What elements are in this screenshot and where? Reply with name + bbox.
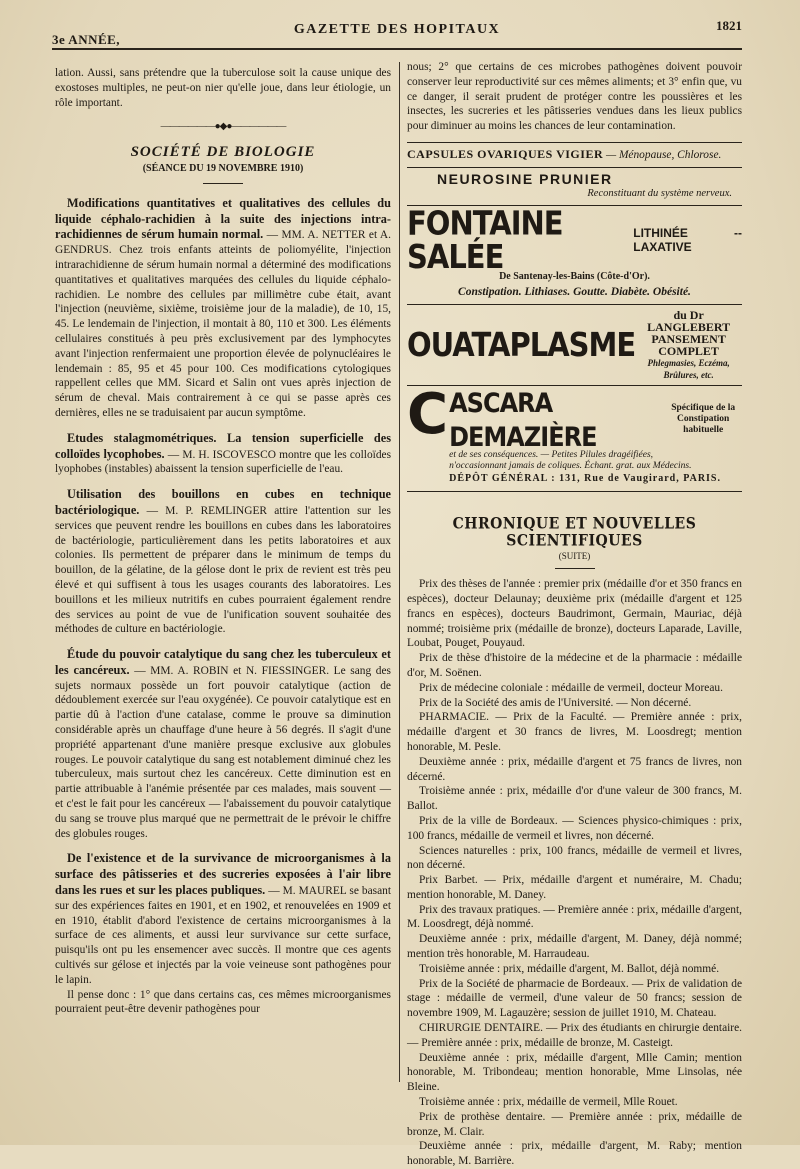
- article-body: — MM. A. NETTER et A. GENDRUS. Chez trois enfants atteints de poliomyélite, l'injection intrarachidienne de sérum humain normal a déterminé des modifications quantitatives et qualitatives marquées des cellules du liquide céphalo-rachidien. Le nombre des cellules par millimètre cube était, avant l'injection (neuvième, sixième, troisième jour de la maladie), de 10, 15, 45. Le lendemain de l'injection, il montait à 80, 110 et 300. Les éléments cellulaires constitués à peu près exclusivement par des lymphocytes avant l'injection renfermaient une proportion élevée de polynucléaires le lendemain : 85, 95 et 45 pour 100. Ces modifications cytologiques rappellent celles que MM. Sicard et Salin ont vues après injection de sérum de cheval. Mais contrairement à ce qui se passe après ces dernières, elles ne se traduisaient par aucun symptôme.: [55, 229, 391, 419]
- chronicle-paragraph: Sciences naturelles : prix, 100 francs, médaille de vermeil et livres, non décerné.: [407, 844, 742, 872]
- article-heading: Étude du pouvoir catalytique du sang chez les tuberculeux et les cancéreux.: [55, 647, 391, 677]
- chronicle-paragraph: Deuxième année : prix, médaille d'argent, Mlle Camin; mention honorable, M. Tribondeau; mention honorable, Mme Linsolas, née Bleine.: [407, 1051, 742, 1094]
- ad-ouataplasme-name: OUATAPLASME: [407, 325, 636, 365]
- section-subtitle: (SÉANCE DU 19 NOVEMBRE 1910): [142, 162, 304, 174]
- chronicle-paragraph: Troisième année : prix, médaille d'or d'une valeur de 300 francs, M. Ballot.: [407, 785, 742, 813]
- chronicle-paragraph: Prix de prothèse dentaire. — Première année : prix, médaille de bronze, M. Clair.: [407, 1110, 742, 1138]
- article-heading: Modifications quantitatives et qualitatives des cellules du liquide céphalo-rachidien à la suite des injections intra-rachidiennes de sérum humain normal.: [55, 195, 391, 242]
- ad-cascara: [407, 381, 742, 487]
- article: [55, 196, 391, 421]
- ad-ouataplasme-line2: PANSEMENT COMPLET: [651, 331, 726, 358]
- article-body: — M. P. REMLINGER attire l'attention sur les services que peuvent rendre les bouillons en cubes dans les laboratoires de bactériologie, particulièrement dans les petits laboratoires et aux colonies. Ils permettent de préparer dans le minimum de temps du bouillon, de la gélatine, de la gélose dont le prix de revient est très peu élevé et qui suffisent à tous les usages courants des laboratoires. Les bouillons et les milieux nutritifs en cubes pourraient également rendre des services au point de vue de l'unification souvent souhaitée des méthodes de culture en bactériologie.: [55, 504, 391, 636]
- section-title: SOCIÉTÉ DE BIOLOGIE: [130, 144, 316, 161]
- ad-cascara-body: [449, 387, 742, 487]
- ad-cascara-initial: C: [407, 381, 449, 447]
- article: [55, 647, 391, 841]
- ad-capsules: [407, 147, 742, 163]
- ad-ouataplasme: [407, 309, 742, 381]
- left-intro: lation. Aussi, sans prétendre que la tuberculose soit la cause unique des exostoses multiples, ne peut-on nier qu'elle joue, dans leur étiologie, un rôle important.: [55, 67, 391, 109]
- chronicle-paragraph: CHIRURGIE DENTAIRE. — Prix des étudiants en chirurgie dentaire. — Première année : prix, médaille de bronze, M. Casteigt.: [407, 1022, 742, 1049]
- chronicle-paragraph: Prix de la Société des amis de l'Université. — Non décerné.: [419, 696, 692, 709]
- chronicle-paragraph: Troisième année : prix, médaille de vermeil, Mlle Rouet.: [419, 1096, 678, 1109]
- short-rule: [555, 568, 595, 569]
- ad-capsules-tagline: — Ménopause, Chlorose.: [605, 148, 722, 161]
- page-header: [52, 18, 742, 48]
- chronicle-subtitle: (SUITE): [558, 551, 591, 562]
- chronicle-paragraph: Prix de médecine coloniale : médaille de vermeil, docteur Moreau.: [419, 681, 723, 694]
- right-column: [407, 60, 742, 1169]
- ad-cascara-side1: Spécifique de la: [671, 403, 736, 414]
- ad-rule: [407, 304, 742, 305]
- chronicle-paragraph: Prix de la Société de pharmacie de Bordeaux. — Prix de validation de stage : médaille de vermeil, d'une valeur de 50 francs; session de novembre 1909, M. Lagauzère; session de juillet 1910, M. Chateau.: [407, 977, 742, 1020]
- ad-ouataplasme-doctor: du Dr LANGLEBERT: [647, 307, 731, 334]
- header-rule: [52, 48, 742, 50]
- article: [55, 487, 391, 637]
- ad-cascara-name: ASCARA DEMAZIÈRE: [449, 387, 597, 453]
- chronicle-paragraph: Prix de la ville de Bordeaux. — Sciences physico-chimiques : prix, 100 francs, médaille de vermeil et livres, non décerné.: [407, 814, 742, 842]
- chronicle-paragraph: Deuxième année : prix, médaille d'argent, M. Daney, déjà nommé; mention très honorable, M. Harraudeau.: [407, 933, 742, 961]
- ad-cascara-line2: n'occasionnant jamais de coliques. Échant. grat. aux Médecins.: [449, 460, 692, 471]
- ad-ouataplasme-line3: Phlegmasies, Eczéma, Brûlures, etc.: [647, 357, 730, 380]
- article-heading: De l'existence et de la survivance de microorganismes à la surface des pâtisseries et des sucreries exposées à l'air libre dans les rues et sur les places publiques.: [55, 851, 391, 898]
- ad-rule: [407, 167, 742, 168]
- chronicle-paragraph: Prix des travaux pratiques. — Première année : prix, médaille d'argent, M. Loosdregt, déjà nommé.: [407, 903, 742, 931]
- article-body: — MM. A. ROBIN et N. FIESSINGER. Le sang des sujets normaux possède un fort pouvoir catalytique (action de dédoublement exercée sur l'eau oxygénée). Ce pouvoir catalytique est en partie dû à l'action d'une catalase, comme le prouve sa diminution considérable après un chauffage d'une heure à 56 degrés. Il s'agit d'une propriété appartenant d'une manière presque exclusive aux globules rouges. Le pouvoir catalytique du sang est notablement diminué chez les tuberculeux, mais surtout chez les cancéreux. Cette diminution est en partie attribuable à l'anémie présentée par ces malades, mais souvent — et c'est le fait pour les cancéreux — l'abaissement du pouvoir catalytique du sang se trouve plus marqué que ne permettrait de le prévoir le chiffre des globules rouges.: [55, 664, 391, 840]
- short-rule: [203, 183, 243, 184]
- ad-fontaine-side: LITHINÉE -- LAXATIVE: [633, 225, 742, 255]
- right-intro: nous; 2° que certains de ces microbes pathogènes doivent pouvoir conserver leur reproductivité sur ces mêmes aliments; et 3° enfin que, vu ce danger, il serait prudent de protéger contre les poussières et les insectes, les sucreries et les pâtisseries vendues dans les lieux publics pour diminuer au moins les chances de leur contamination.: [407, 61, 742, 133]
- column-separator: [399, 62, 400, 1082]
- ad-cascara-spec: [664, 403, 742, 436]
- chronicle-body: [407, 577, 742, 1169]
- ad-cascara-line1: et de ses conséquences. — Petites Pilules dragéifiées,: [449, 449, 654, 460]
- ad-capsules-name: CAPSULES OVARIQUES VIGIER: [407, 146, 604, 161]
- article: [55, 851, 391, 987]
- ad-rule: [407, 142, 742, 143]
- ad-fontaine-uses: Constipation. Lithiases. Goutte. Diabète. Obésité.: [458, 286, 691, 299]
- header-volume: 3e ANNÉE,: [52, 32, 121, 47]
- article-body: — M. H. ISCOVESCO montre que les colloïdes lyophobes (instables) abaissent la tension superficielle de l'eau.: [55, 448, 392, 476]
- ad-fontaine-name: FONTAINE SALÉE: [407, 204, 563, 277]
- ad-cascara-address: DÉPÔT GÉNÉRAL : 131, Rue de Vaugirard, PARIS.: [449, 472, 721, 484]
- ad-fontaine-place: De Santenay-les-Bains (Côte-d'Or).: [499, 271, 650, 283]
- left-closing: Il pense donc : 1° que dans certains cas, ces mêmes microorganismes pourraient peut-être devenir pathogènes pour: [55, 988, 391, 1016]
- ornament-divider: ——————●◆●——————: [160, 121, 286, 133]
- chronicle-paragraph: Troisième année : prix, médaille d'argent, M. Ballot, déjà nommé.: [419, 962, 720, 975]
- ad-cascara-top: [449, 387, 742, 453]
- ad-ouataplasme-details: [635, 309, 742, 381]
- ad-rule: [407, 491, 742, 492]
- article-heading: Etudes stalagmométriques. La tension superficielle des colloïdes lycophobes.: [55, 430, 391, 461]
- chronicle-paragraph: Deuxième année : prix, médaille d'argent et 75 francs de livres, non décerné.: [407, 755, 742, 783]
- article: [55, 431, 391, 477]
- chronicle-paragraph: PHARMACIE. — Prix de la Faculté. — Première année : prix, médaille d'argent et 30 francs de livres, M. Loosdregt; mention honorable, M. Pesle.: [407, 711, 742, 753]
- ad-cascara-side2: Constipation habituelle: [677, 414, 730, 436]
- chronicle-paragraph: Prix Barbet. — Prix, médaille d'argent et numéraire, M. Chadu; mention honorable, M. Daney.: [407, 874, 742, 901]
- ad-neurosine-tagline: Reconstituant du système nerveux.: [587, 187, 732, 199]
- header-page-number: 1821: [716, 18, 742, 33]
- ad-neurosine-name: NEUROSINE PRUNIER: [437, 170, 613, 187]
- article-body: — M. MAUREL se basant sur des expériences faites en 1901, et en 1902, et renouvelées en 1909 et en 1910, établit d'abord l'existence de certains microorganismes à la surface de ces aliments, et aussi leur survivance sur cette surface, puisqu'ils ont pu les ensemencer avec succès. Il montre que ces agents cultivés sur gélose et injectés par la voie veineuse sont pathogènes pour le lapin.: [55, 885, 392, 986]
- header-title: GAZETTE DES HOPITAUX: [293, 22, 501, 37]
- advertisements: [407, 142, 742, 492]
- chronicle-title: CHRONIQUE ET NOUVELLES SCIENTIFIQUES: [452, 514, 697, 550]
- chronicle-paragraph: Deuxième année : prix, médaille d'argent, M. Raby; mention honorable, M. Barrière.: [407, 1140, 742, 1168]
- article-heading: Utilisation des bouillons en cubes en technique bactériologique.: [55, 487, 391, 517]
- chronicle-paragraph: Prix de thèse d'histoire de la médecine et de la pharmacie : médaille d'or, M. Soënen.: [407, 652, 742, 679]
- left-column: [55, 66, 391, 1017]
- chronicle-paragraph: Prix des thèses de l'année : premier prix (médaille d'or et 350 francs en espèces), docteur Delaunay; deuxième prix (médaille d'argent et 125 francs en espèces), docteurs Baudrimont, Germain, Mauriac, déjà nommé; troisième prix (médaille de bronze), docteurs Laparade, Laville, Loubat, Pouget, Pouyaud.: [407, 578, 742, 650]
